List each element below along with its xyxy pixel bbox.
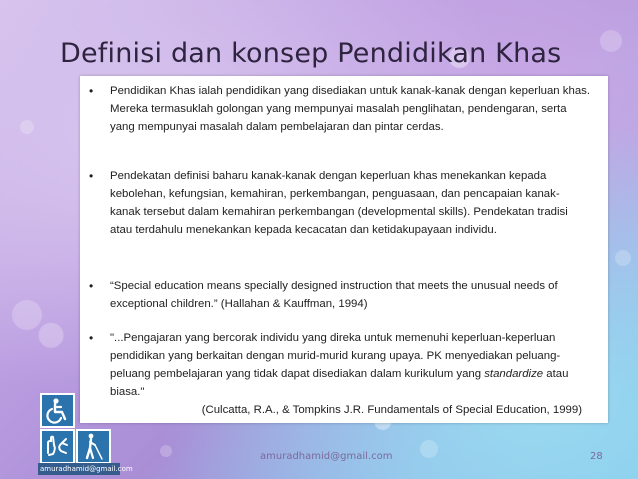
bullet-text: Pendidikan Khas ialah pendidikan yang disediakan untuk kanak-kanak dengan keperluan khas. Mereka termasuklah golongan yang mempunyai masalah penglihatan, pendengaran, serta yang mempunyai masalah dalam pembelajaran dan pintar cerdas. xyxy=(110,85,591,133)
wheelchair-icon xyxy=(40,393,75,428)
decor-bubble xyxy=(615,250,631,266)
bullet-symbol: • xyxy=(89,84,94,98)
bullet-symbol: • xyxy=(89,169,94,183)
decor-bubble xyxy=(12,300,42,330)
footer-email: amuradhamid@gmail.com xyxy=(260,451,393,462)
bullet-text-emphasis: standardize xyxy=(484,368,544,380)
bullet-text-part: atau biasa." xyxy=(110,368,569,398)
content-box xyxy=(80,76,608,423)
bullet-item xyxy=(89,82,591,136)
bullet-text: Pendekatan definisi baharu kanak-kanak dengan keperluan khas menekankan kepada kebolehan, kefungsian, kemahiran, perkembangan, penguasaan, dan pencapaian kanak-kanak tersebut dalam kemahiran perkembangan (developmental skills). Pendekatan tradisi atau terdahulu menekankan kepada kecacatan dan ketidakupayaan individu. xyxy=(110,170,568,236)
page-number: 28 xyxy=(590,451,603,462)
decor-bubble xyxy=(600,30,622,52)
sign-language-hands-icon xyxy=(40,429,75,464)
bullet-item xyxy=(89,329,590,419)
bullet-item xyxy=(89,277,590,313)
blind-person-cane-icon xyxy=(76,429,111,464)
decor-bubble xyxy=(160,445,172,457)
decor-bubble xyxy=(420,440,438,458)
bullet-symbol: • xyxy=(89,331,94,345)
bullet-text xyxy=(110,332,568,398)
bullet-reference: (Culcatta, R.A., & Tompkins J.R. Fundamentals of Special Education, 1999) xyxy=(201,404,582,416)
bullet-text: “Special education means specially designed instruction that meets the unusual needs of exceptional children.” (Hallahan & Kauffman, 1994) xyxy=(110,280,558,310)
bullet-item xyxy=(89,167,590,239)
decor-bubble xyxy=(20,120,34,134)
icon-caption: amuradhamid@gmail.com xyxy=(40,465,133,473)
slide-title: Definisi dan konsep Pendidikan Khas xyxy=(60,38,562,69)
bullet-text-part: "...Pengajaran yang bercorak individu yang direka untuk memenuhi keperluan-keperluan pendidikan yang berkaitan dengan murid-murid kurang upaya. PK menyediakan peluang-peluang pembelajaran yang tidak dapat disediakan dalam kurikulum yang xyxy=(110,332,561,380)
bullet-symbol: • xyxy=(89,279,94,293)
